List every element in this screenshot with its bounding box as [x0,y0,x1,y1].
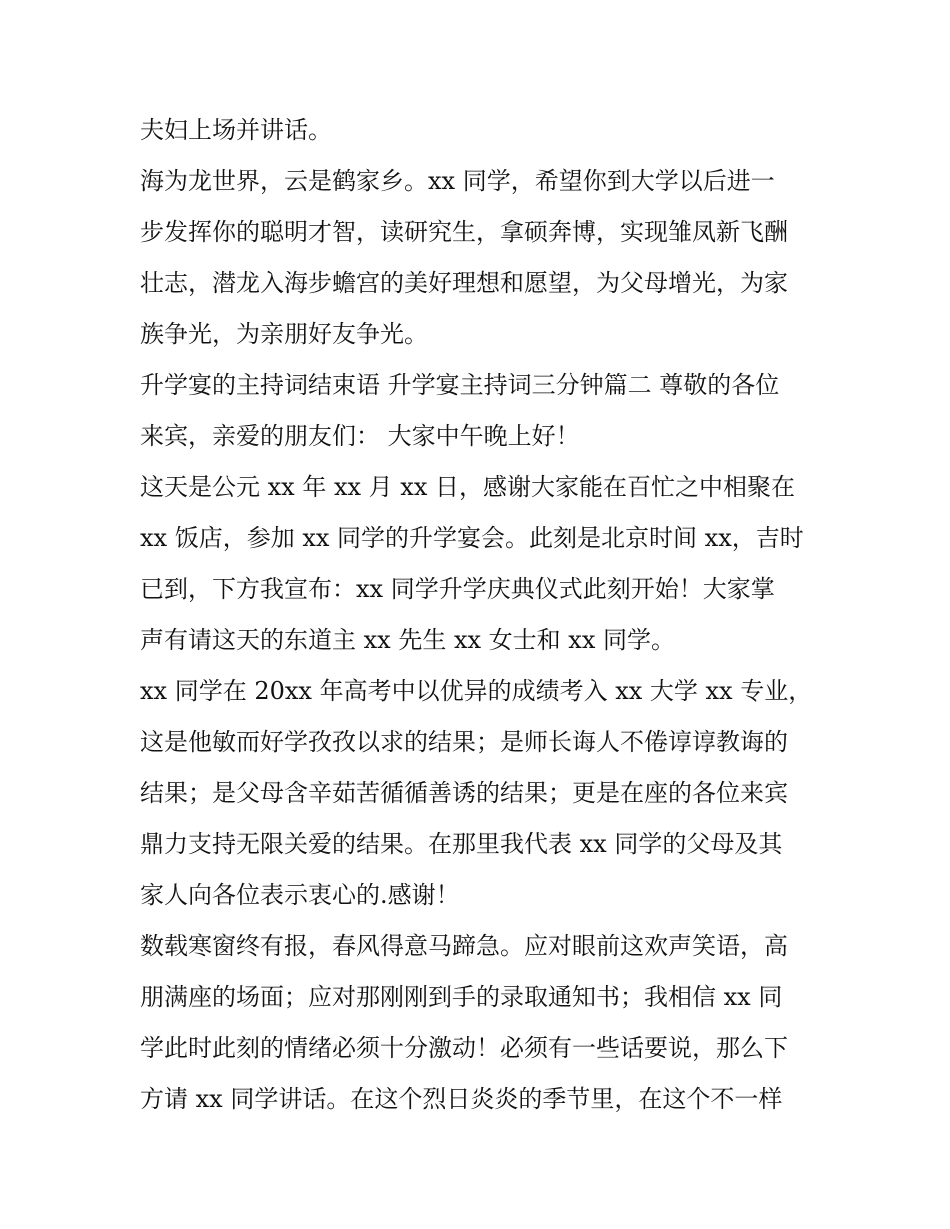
text-line: 步发挥你的聪明才智，读研究生，拿硕奔博，实现雏凤新飞酬 [140,218,788,246]
text-line: 朋满座的场面；应对那刚刚到手的录取通知书；我相信 xx 同 [140,983,783,1011]
text-line: xx 同学在 20xx 年高考中以优异的成绩考入 xx 大学 xx 专业， [140,677,813,705]
text-line: 来宾，亲爱的朋友们： 大家中午晚上好！ [140,422,580,450]
text-line: 家人向各位表示衷心的.感谢！ [140,881,460,909]
text-line: 这是他敏而好学孜孜以求的结果；是师长诲人不倦谆谆教诲的 [140,728,788,756]
text-line: 鼎力支持无限关爱的结果。在那里我代表 xx 同学的父母及其 [140,830,783,858]
text-line: 海为龙世界，云是鹤家乡。xx 同学，希望你到大学以后进一 [140,167,775,195]
text-line: 方请 xx 同学讲话。在这个烈日炎炎的季节里，在这个不一样 [140,1085,783,1113]
text-line: 这天是公元 xx 年 xx 月 xx 日，感谢大家能在百忙之中相聚在 [140,473,795,501]
text-line: 已到，下方我宣布：xx 同学升学庆典仪式此刻开始！大家掌 [140,575,775,603]
text-line: 壮志，潜龙入海步蟾宫的美好理想和愿望，为父母增光，为家 [140,269,788,297]
text-line: 结果；是父母含辛茹苦循循善诱的结果；更是在座的各位来宾 [140,779,788,807]
text-line: xx 饭店，参加 xx 同学的升学宴会。此刻是北京时间 xx，吉时 [140,524,804,552]
text-line: 学此时此刻的情绪必须十分激动！必须有一些话要说，那么下 [140,1034,788,1062]
document-body [140,105,820,1125]
text-line: 声有请这天的东道主 xx 先生 xx 女士和 xx 同学。 [140,626,675,654]
text-line: 族争光，为亲朋好友争光。 [140,320,428,348]
text-line: 数载寒窗终有报，春风得意马蹄急。应对眼前这欢声笑语，高 [140,932,788,960]
text-line: 夫妇上场并讲话。 [140,116,332,144]
text-line: 升学宴的主持词结束语 升学宴主持词三分钟篇二 尊敬的各位 [140,371,780,399]
